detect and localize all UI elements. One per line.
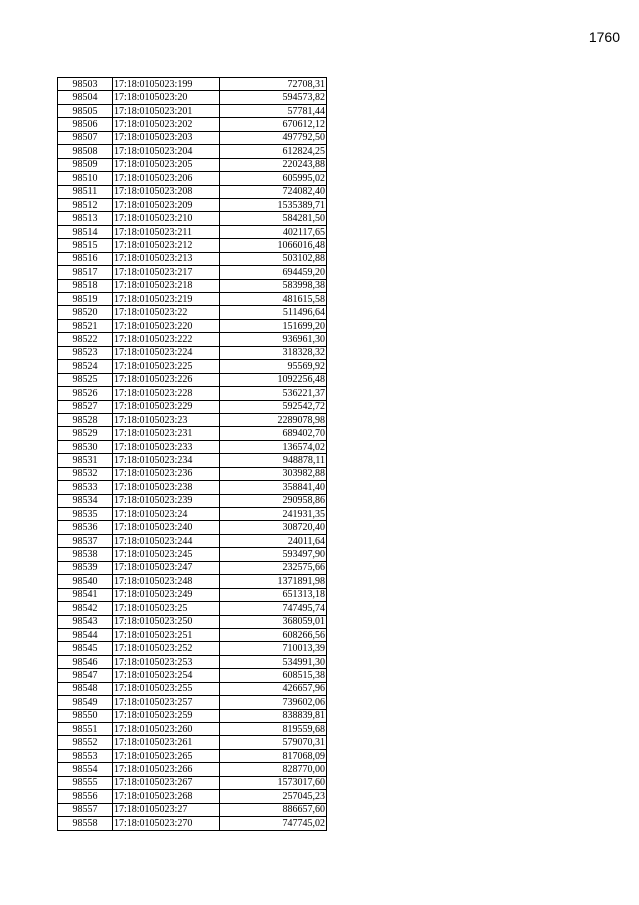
cadastral-value-cell: 651313,18 <box>220 588 327 601</box>
table-row <box>58 225 327 238</box>
cadastral-number-cell: 17:18:0105023:206 <box>113 172 220 185</box>
cadastral-value-cell: 817068,09 <box>220 749 327 762</box>
cadastral-number-cell: 17:18:0105023:204 <box>113 145 220 158</box>
row-number-cell: 98538 <box>58 548 113 561</box>
row-number-cell: 98526 <box>58 387 113 400</box>
cadastral-number-cell: 17:18:0105023:231 <box>113 427 220 440</box>
row-number-cell: 98503 <box>58 78 113 91</box>
row-number-cell: 98558 <box>58 817 113 830</box>
cadastral-number-cell: 17:18:0105023:254 <box>113 669 220 682</box>
row-number-cell: 98511 <box>58 185 113 198</box>
cadastral-number-cell: 17:18:0105023:248 <box>113 575 220 588</box>
table-row <box>58 158 327 171</box>
table-row <box>58 131 327 144</box>
row-number-cell: 98523 <box>58 346 113 359</box>
cadastral-value-cell: 594573,82 <box>220 91 327 104</box>
cadastral-value-cell: 936961,30 <box>220 333 327 346</box>
table-row <box>58 817 327 830</box>
row-number-cell: 98540 <box>58 575 113 588</box>
row-number-cell: 98539 <box>58 561 113 574</box>
table-row <box>58 185 327 198</box>
cadastral-number-cell: 17:18:0105023:234 <box>113 454 220 467</box>
cadastral-number-cell: 17:18:0105023:229 <box>113 400 220 413</box>
row-number-cell: 98519 <box>58 293 113 306</box>
cadastral-number-cell: 17:18:0105023:257 <box>113 696 220 709</box>
row-number-cell: 98508 <box>58 145 113 158</box>
row-number-cell: 98549 <box>58 696 113 709</box>
row-number-cell: 98513 <box>58 212 113 225</box>
cadastral-number-cell: 17:18:0105023:244 <box>113 534 220 547</box>
cadastral-value-cell: 95569,92 <box>220 360 327 373</box>
table-row <box>58 346 327 359</box>
table-row <box>58 373 327 386</box>
cadastral-number-cell: 17:18:0105023:261 <box>113 736 220 749</box>
cadastral-number-cell: 17:18:0105023:267 <box>113 776 220 789</box>
row-number-cell: 98533 <box>58 481 113 494</box>
cadastral-value-cell: 593497,90 <box>220 548 327 561</box>
cadastral-number-cell: 17:18:0105023:202 <box>113 118 220 131</box>
cadastral-number-cell: 17:18:0105023:252 <box>113 642 220 655</box>
cadastral-value-cell: 592542,72 <box>220 400 327 413</box>
cadastral-number-cell: 17:18:0105023:224 <box>113 346 220 359</box>
cadastral-value-cell: 232575,66 <box>220 561 327 574</box>
table-row <box>58 534 327 547</box>
cadastral-value-cell: 308720,40 <box>220 521 327 534</box>
row-number-cell: 98507 <box>58 131 113 144</box>
cadastral-number-cell: 17:18:0105023:23 <box>113 413 220 426</box>
cadastral-value-cell: 948878,11 <box>220 454 327 467</box>
table-row <box>58 145 327 158</box>
cadastral-value-cell: 318328,32 <box>220 346 327 359</box>
cadastral-value-cell: 426657,96 <box>220 682 327 695</box>
table-row <box>58 749 327 762</box>
cadastral-value-cell: 1092256,48 <box>220 373 327 386</box>
cadastral-value-cell: 241931,35 <box>220 508 327 521</box>
cadastral-number-cell: 17:18:0105023:25 <box>113 602 220 615</box>
table-row <box>58 440 327 453</box>
cadastral-number-cell: 17:18:0105023:220 <box>113 319 220 332</box>
cadastral-number-cell: 17:18:0105023:259 <box>113 709 220 722</box>
cadastral-number-cell: 17:18:0105023:211 <box>113 225 220 238</box>
cadastral-value-cell: 710013,39 <box>220 642 327 655</box>
table-row <box>58 696 327 709</box>
cadastral-value-cell: 402117,65 <box>220 225 327 238</box>
cadastral-value-cell: 1535389,71 <box>220 198 327 211</box>
cadastral-value-cell: 497792,50 <box>220 131 327 144</box>
row-number-cell: 98542 <box>58 602 113 615</box>
table-row <box>58 387 327 400</box>
cadastral-value-cell: 670612,12 <box>220 118 327 131</box>
cadastral-number-cell: 17:18:0105023:218 <box>113 279 220 292</box>
table-row <box>58 790 327 803</box>
cadastral-number-cell: 17:18:0105023:210 <box>113 212 220 225</box>
cadastral-number-cell: 17:18:0105023:217 <box>113 266 220 279</box>
cadastral-number-cell: 17:18:0105023:20 <box>113 91 220 104</box>
cadastral-number-cell: 17:18:0105023:250 <box>113 615 220 628</box>
cadastral-number-cell: 17:18:0105023:228 <box>113 387 220 400</box>
cadastral-value-cell: 72708,31 <box>220 78 327 91</box>
cadastral-number-cell: 17:18:0105023:265 <box>113 749 220 762</box>
cadastral-value-cell: 511496,64 <box>220 306 327 319</box>
row-number-cell: 98517 <box>58 266 113 279</box>
table-body <box>58 78 327 831</box>
row-number-cell: 98524 <box>58 360 113 373</box>
row-number-cell: 98525 <box>58 373 113 386</box>
row-number-cell: 98557 <box>58 803 113 816</box>
cadastral-number-cell: 17:18:0105023:205 <box>113 158 220 171</box>
cadastral-value-cell: 151699,20 <box>220 319 327 332</box>
cadastral-number-cell: 17:18:0105023:251 <box>113 628 220 641</box>
cadastral-number-cell: 17:18:0105023:209 <box>113 198 220 211</box>
row-number-cell: 98514 <box>58 225 113 238</box>
table-row <box>58 104 327 117</box>
table-row <box>58 508 327 521</box>
cadastral-number-cell: 17:18:0105023:247 <box>113 561 220 574</box>
cadastral-value-cell: 608266,56 <box>220 628 327 641</box>
cadastral-value-cell: 886657,60 <box>220 803 327 816</box>
cadastral-value-cell: 724082,40 <box>220 185 327 198</box>
row-number-cell: 98518 <box>58 279 113 292</box>
table-row <box>58 293 327 306</box>
cadastral-number-cell: 17:18:0105023:201 <box>113 104 220 117</box>
row-number-cell: 98527 <box>58 400 113 413</box>
table-row <box>58 78 327 91</box>
table-row <box>58 615 327 628</box>
table-row <box>58 252 327 265</box>
cadastral-number-cell: 17:18:0105023:24 <box>113 508 220 521</box>
cadastral-value-cell: 503102,88 <box>220 252 327 265</box>
cadastral-value-cell: 608515,38 <box>220 669 327 682</box>
table-row <box>58 279 327 292</box>
cadastral-value-cell: 481615,58 <box>220 293 327 306</box>
row-number-cell: 98532 <box>58 467 113 480</box>
table-row <box>58 655 327 668</box>
cadastral-number-cell: 17:18:0105023:199 <box>113 78 220 91</box>
row-number-cell: 98556 <box>58 790 113 803</box>
cadastral-value-cell: 534991,30 <box>220 655 327 668</box>
row-number-cell: 98509 <box>58 158 113 171</box>
cadastral-value-cell: 694459,20 <box>220 266 327 279</box>
cadastral-value-cell: 819559,68 <box>220 723 327 736</box>
table-row <box>58 400 327 413</box>
row-number-cell: 98522 <box>58 333 113 346</box>
cadastral-number-cell: 17:18:0105023:225 <box>113 360 220 373</box>
row-number-cell: 98541 <box>58 588 113 601</box>
row-number-cell: 98520 <box>58 306 113 319</box>
cadastral-number-cell: 17:18:0105023:27 <box>113 803 220 816</box>
row-number-cell: 98529 <box>58 427 113 440</box>
table-row <box>58 723 327 736</box>
cadastral-value-cell: 1066016,48 <box>220 239 327 252</box>
cadastral-value-cell: 303982,88 <box>220 467 327 480</box>
cadastral-value-cell: 612824,25 <box>220 145 327 158</box>
row-number-cell: 98555 <box>58 776 113 789</box>
cadastral-value-cell: 605995,02 <box>220 172 327 185</box>
cadastral-value-cell: 368059,01 <box>220 615 327 628</box>
cadastral-number-cell: 17:18:0105023:266 <box>113 763 220 776</box>
table-row <box>58 266 327 279</box>
table-row <box>58 319 327 332</box>
table-row <box>58 709 327 722</box>
cadastral-number-cell: 17:18:0105023:268 <box>113 790 220 803</box>
row-number-cell: 98535 <box>58 508 113 521</box>
row-number-cell: 98521 <box>58 319 113 332</box>
table-row <box>58 454 327 467</box>
row-number-cell: 98516 <box>58 252 113 265</box>
row-number-cell: 98554 <box>58 763 113 776</box>
cadastral-value-cell: 220243,88 <box>220 158 327 171</box>
cadastral-value-cell: 1573017,60 <box>220 776 327 789</box>
table-row <box>58 118 327 131</box>
cadastral-number-cell: 17:18:0105023:22 <box>113 306 220 319</box>
cadastral-value-cell: 739602,06 <box>220 696 327 709</box>
cadastral-number-cell: 17:18:0105023:226 <box>113 373 220 386</box>
table-row <box>58 306 327 319</box>
row-number-cell: 98505 <box>58 104 113 117</box>
cadastral-number-cell: 17:18:0105023:236 <box>113 467 220 480</box>
row-number-cell: 98530 <box>58 440 113 453</box>
table-row <box>58 575 327 588</box>
cadastral-value-cell: 584281,50 <box>220 212 327 225</box>
row-number-cell: 98546 <box>58 655 113 668</box>
row-number-cell: 98548 <box>58 682 113 695</box>
cadastral-value-cell: 290958,86 <box>220 494 327 507</box>
cadastral-number-cell: 17:18:0105023:212 <box>113 239 220 252</box>
cadastral-value-cell: 689402,70 <box>220 427 327 440</box>
table-row <box>58 521 327 534</box>
table-row <box>58 198 327 211</box>
table-row <box>58 481 327 494</box>
cadastral-number-cell: 17:18:0105023:233 <box>113 440 220 453</box>
row-number-cell: 98504 <box>58 91 113 104</box>
row-number-cell: 98543 <box>58 615 113 628</box>
cadastral-number-cell: 17:18:0105023:219 <box>113 293 220 306</box>
table-row <box>58 413 327 426</box>
table-row <box>58 212 327 225</box>
cadastral-value-cell: 136574,02 <box>220 440 327 453</box>
row-number-cell: 98534 <box>58 494 113 507</box>
cadastral-value-cell: 828770,00 <box>220 763 327 776</box>
table-row <box>58 561 327 574</box>
row-number-cell: 98506 <box>58 118 113 131</box>
row-number-cell: 98536 <box>58 521 113 534</box>
row-number-cell: 98544 <box>58 628 113 641</box>
row-number-cell: 98547 <box>58 669 113 682</box>
cadastral-value-cell: 24011,64 <box>220 534 327 547</box>
cadastral-value-cell: 358841,40 <box>220 481 327 494</box>
cadastral-value-cell: 57781,44 <box>220 104 327 117</box>
cadastral-number-cell: 17:18:0105023:255 <box>113 682 220 695</box>
cadastral-value-cell: 257045,23 <box>220 790 327 803</box>
cadastral-number-cell: 17:18:0105023:239 <box>113 494 220 507</box>
cadastral-value-cell: 747745,02 <box>220 817 327 830</box>
table-row <box>58 628 327 641</box>
table-row <box>58 588 327 601</box>
cadastral-number-cell: 17:18:0105023:240 <box>113 521 220 534</box>
cadastral-value-cell: 2289078,98 <box>220 413 327 426</box>
cadastral-number-cell: 17:18:0105023:208 <box>113 185 220 198</box>
cadastral-number-cell: 17:18:0105023:249 <box>113 588 220 601</box>
cadastral-number-cell: 17:18:0105023:253 <box>113 655 220 668</box>
table-row <box>58 763 327 776</box>
table-row <box>58 427 327 440</box>
row-number-cell: 98550 <box>58 709 113 722</box>
cadastral-number-cell: 17:18:0105023:238 <box>113 481 220 494</box>
row-number-cell: 98510 <box>58 172 113 185</box>
table-row <box>58 736 327 749</box>
cadastral-value-cell: 838839,81 <box>220 709 327 722</box>
table-row <box>58 548 327 561</box>
table-row <box>58 494 327 507</box>
table-row <box>58 360 327 373</box>
cadastral-value-cell: 536221,37 <box>220 387 327 400</box>
row-number-cell: 98515 <box>58 239 113 252</box>
table-row <box>58 776 327 789</box>
cadastral-number-cell: 17:18:0105023:222 <box>113 333 220 346</box>
row-number-cell: 98552 <box>58 736 113 749</box>
row-number-cell: 98545 <box>58 642 113 655</box>
table-row <box>58 172 327 185</box>
table-row <box>58 333 327 346</box>
cadastral-value-cell: 583998,38 <box>220 279 327 292</box>
table-row <box>58 669 327 682</box>
table-row <box>58 803 327 816</box>
table-row <box>58 642 327 655</box>
table-row <box>58 682 327 695</box>
cadastral-number-cell: 17:18:0105023:260 <box>113 723 220 736</box>
cadastral-value-cell: 747495,74 <box>220 602 327 615</box>
table-row <box>58 602 327 615</box>
cadastral-number-cell: 17:18:0105023:245 <box>113 548 220 561</box>
cadastral-value-cell: 1371891,98 <box>220 575 327 588</box>
page-number: 1760 <box>588 29 620 45</box>
row-number-cell: 98531 <box>58 454 113 467</box>
cadastral-value-cell: 579070,31 <box>220 736 327 749</box>
table-row <box>58 467 327 480</box>
row-number-cell: 98553 <box>58 749 113 762</box>
table-row <box>58 239 327 252</box>
cadastral-value-table <box>57 77 327 831</box>
cadastral-number-cell: 17:18:0105023:213 <box>113 252 220 265</box>
row-number-cell: 98528 <box>58 413 113 426</box>
cadastral-number-cell: 17:18:0105023:270 <box>113 817 220 830</box>
cadastral-number-cell: 17:18:0105023:203 <box>113 131 220 144</box>
row-number-cell: 98551 <box>58 723 113 736</box>
row-number-cell: 98512 <box>58 198 113 211</box>
row-number-cell: 98537 <box>58 534 113 547</box>
table-row <box>58 91 327 104</box>
